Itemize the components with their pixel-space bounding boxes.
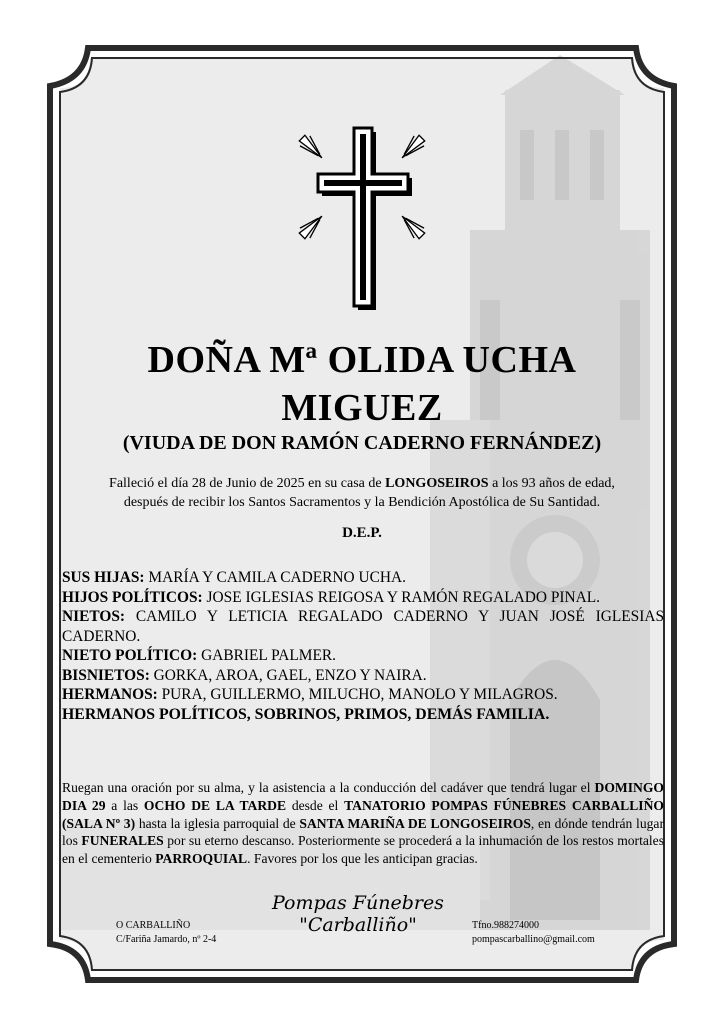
family-rest: HERMANOS POLÍTICOS, SOBRINOS, PRIMOS, DEMÁS FAMILIA. [62, 705, 550, 723]
family-bisnietos: BISNIETOS: GORKA, AROA, GAEL, ENZO Y NAIRA. [62, 666, 427, 684]
deceased-name-line1: DOÑA Mª OLIDA UCHA [147, 339, 577, 381]
family-hijos-politicos: HIJOS POLÍTICOS: JOSE IGLESIAS REIGOSA Y RAMÓN REGALADO PINAL. [62, 588, 601, 606]
family-hijas: SUS HIJAS: MARÍA Y CAMILA CADERNO UCHA. [62, 569, 406, 586]
family-hermanos: HERMANOS: PURA, GUILLERMO, MILUCHO, MANOLO Y MILAGROS. [62, 686, 558, 703]
address: C/Fariña Jamardo, nº 2-4 [116, 934, 217, 945]
widow-of: (VIUDA DE DON RAMÓN CADERNO FERNÁNDEZ) [122, 432, 602, 454]
family-nieto-politico: NIETO POLÍTICO: GABRIEL PALMER. [62, 647, 336, 664]
death-notice-intro: Falleció el día 28 de Junio de 2025 en su casa de LONGOSEIROS a los 93 años de edad, después de recibir los Santos Sacramentos y la Bendición Apostólica de Su Santidad. [109, 476, 615, 510]
funeral-home-logo [258, 892, 458, 936]
funeral-home-contact [472, 919, 595, 947]
deceased-name-line2: MIGUEZ [281, 387, 443, 429]
email: pompascarballino@gmail.com [472, 934, 595, 945]
cross-icon [268, 118, 456, 314]
family-nietos: NIETOS: CAMILO Y LETICIA REGALADO CADERNO Y JUAN JOSÉ IGLESIAS CADERNO. [62, 608, 664, 645]
city: O CARBALLIÑO [116, 920, 191, 931]
logo-line2: "Carballiño" [299, 914, 417, 936]
logo-line1: Pompas Fúnebres [272, 892, 444, 914]
dep: D.E.P. [342, 525, 382, 541]
funeral-home-address [116, 919, 216, 947]
phone: Tfno.988274000 [472, 920, 539, 931]
funeral-details: Ruegan una oración por su alma, y la asistencia a la conducción del cadáver que tendrá lugar el DOMINGO DIA 29 a las OCHO DE LA TARDE desde el TANATORIO POMPAS FÚNEBRES CARBALLIÑO (SALA Nº 3) hasta la iglesia parroquial de SANTA MARIÑA DE LONGOSEIROS, en dónde tendrán lugar los FUNERALES por su eterno descanso. Posteriormente se procederá a la inhumación de los restos mortales en el cementerio PARROQUIAL. Favores por los que les anticipan gracias. [62, 780, 664, 867]
family-list [62, 568, 664, 724]
